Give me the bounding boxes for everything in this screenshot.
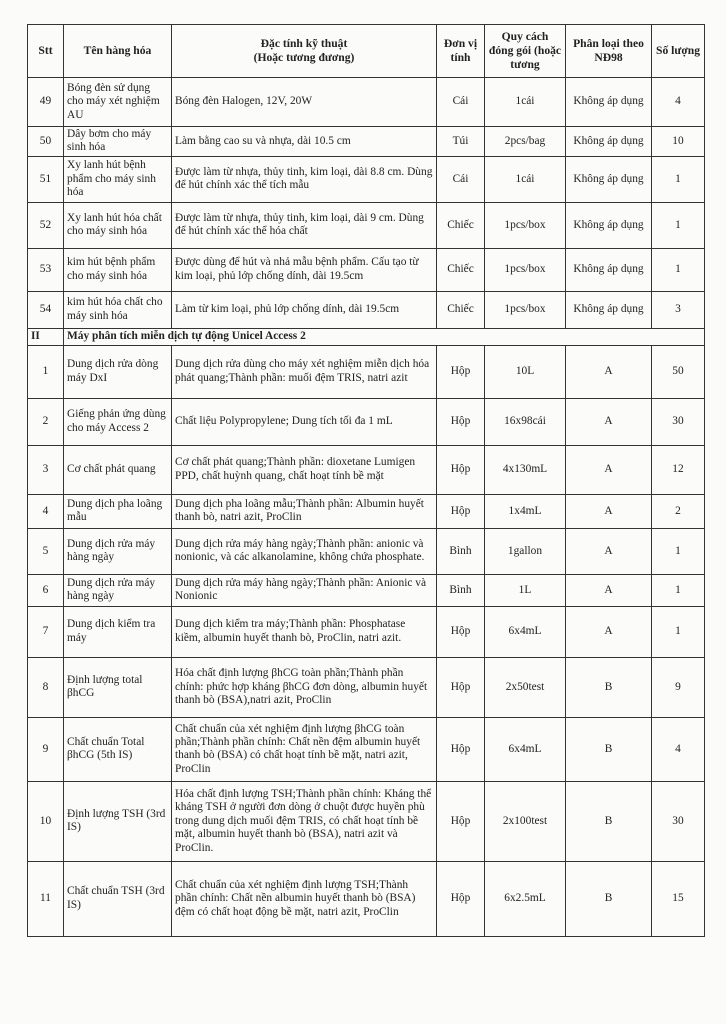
cell-class: Không áp dụng [566,156,652,202]
cell-unit: Cái [437,78,485,127]
table-row [28,398,705,445]
cell-class: Không áp dụng [566,127,652,157]
cell-pack: 1cái [485,156,566,202]
cell-spec: Dung dịch pha loãng mẫu;Thành phần: Albumin huyết thanh bò, natri azit, ProClin [172,494,437,528]
table-row [28,781,705,861]
cell-name: Dung dịch rửa máy hàng ngày [64,528,172,574]
cell-qty: 1 [652,202,705,248]
cell-unit: Hộp [437,781,485,861]
cell-class: Không áp dụng [566,248,652,291]
cell-qty: 30 [652,398,705,445]
cell-spec: Dung dịch rửa dùng cho máy xét nghiệm miễn dịch hóa phát quang;Thành phần: muối đệm TRIS, natri azit [172,345,437,398]
table-body-a [28,78,705,329]
table-row [28,248,705,291]
cell-class: A [566,606,652,657]
cell-name: Giếng phản ứng dùng cho máy Access 2 [64,398,172,445]
cell-unit: Hộp [437,494,485,528]
cell-qty: 12 [652,445,705,494]
cell-class: Không áp dụng [566,202,652,248]
section-row [28,328,705,345]
cell-name: Xy lanh hút bệnh phẩm cho máy sinh hóa [64,156,172,202]
cell-unit: Hộp [437,606,485,657]
cell-class: A [566,494,652,528]
cell-name: kim hút bệnh phẩm cho máy sinh hóa [64,248,172,291]
cell-class: A [566,445,652,494]
cell-stt: 3 [28,445,64,494]
cell-name: Định lượng TSH (3rd IS) [64,781,172,861]
cell-class: B [566,861,652,936]
cell-unit: Hộp [437,717,485,781]
cell-spec: Chất liệu Polypropylene; Dung tích tối đa 1 mL [172,398,437,445]
cell-name: Dung dịch pha loãng mẫu [64,494,172,528]
cell-unit: Bình [437,528,485,574]
cell-name: Chất chuẩn Total βhCG (5th IS) [64,717,172,781]
cell-spec: Được làm từ nhựa, thủy tinh, kim loại, dài 8.8 cm. Dùng để hút chính xác thể tích mẫu [172,156,437,202]
cell-stt: 52 [28,202,64,248]
cell-unit: Hộp [437,398,485,445]
cell-name: Định lượng total βhCG [64,657,172,717]
header-class: Phân loại theo NĐ98 [566,25,652,78]
header-name: Tên hàng hóa [64,25,172,78]
cell-qty: 15 [652,861,705,936]
table-row [28,606,705,657]
cell-class: Không áp dụng [566,78,652,127]
cell-stt: 9 [28,717,64,781]
cell-pack: 1gallon [485,528,566,574]
cell-stt: 4 [28,494,64,528]
table-row [28,494,705,528]
cell-unit: Bình [437,574,485,606]
cell-spec: Dung dịch rửa máy hàng ngày;Thành phần: Anionic và Nonionic [172,574,437,606]
cell-qty: 1 [652,156,705,202]
cell-qty: 1 [652,248,705,291]
cell-spec: Làm bằng cao su và nhựa, dài 10.5 cm [172,127,437,157]
cell-class: B [566,657,652,717]
cell-pack: 1pcs/box [485,202,566,248]
cell-name: Cơ chất phát quang [64,445,172,494]
cell-stt: 6 [28,574,64,606]
cell-class: Không áp dụng [566,291,652,328]
cell-class: B [566,781,652,861]
cell-spec: Chất chuẩn của xét nghiệm định lượng TSH;Thành phần chính: Chất nền albumin huyết thanh bò (BSA) đệm có chất hoạt động bề mặt, natri azit, ProClin [172,861,437,936]
cell-qty: 4 [652,717,705,781]
cell-spec: Làm từ kim loại, phủ lớp chống dính, dài 19.5cm [172,291,437,328]
cell-class: A [566,398,652,445]
cell-stt: 53 [28,248,64,291]
cell-unit: Hộp [437,657,485,717]
cell-spec: Bóng đèn Halogen, 12V, 20W [172,78,437,127]
table-row [28,861,705,936]
cell-unit: Chiếc [437,202,485,248]
cell-stt: 8 [28,657,64,717]
cell-qty: 2 [652,494,705,528]
table-section [28,328,705,345]
goods-table [27,24,705,937]
cell-name: Dung dịch kiểm tra máy [64,606,172,657]
header-unit: Đơn vị tính [437,25,485,78]
cell-spec: Hóa chất định lượng βhCG toàn phần;Thành phần chính: phức hợp kháng βhCG đơn dòng, albumin huyết thanh bò (BSA),natri azit, ProClin [172,657,437,717]
cell-qty: 9 [652,657,705,717]
table-row [28,127,705,157]
cell-unit: Hộp [437,861,485,936]
table-row [28,445,705,494]
cell-name: Bóng đèn sử dụng cho máy xét nghiệm AU [64,78,172,127]
cell-qty: 30 [652,781,705,861]
cell-qty: 1 [652,606,705,657]
cell-qty: 50 [652,345,705,398]
cell-unit: Chiếc [437,248,485,291]
cell-name: Dung dịch rửa dòng máy DxI [64,345,172,398]
header-pack: Quy cách đóng gói (hoặc tương [485,25,566,78]
cell-stt: 11 [28,861,64,936]
cell-unit: Túi [437,127,485,157]
table-row [28,291,705,328]
table-body-b [28,345,705,936]
table-row [28,717,705,781]
cell-pack: 1pcs/box [485,248,566,291]
table-row [28,345,705,398]
section-title: Máy phân tích miễn dịch tự động Unicel Access 2 [64,328,705,345]
header-spec: Đặc tính kỹ thuật (Hoặc tương đương) [172,25,437,78]
table-row [28,156,705,202]
cell-stt: 1 [28,345,64,398]
table-row [28,528,705,574]
cell-pack: 4x130mL [485,445,566,494]
cell-pack: 1x4mL [485,494,566,528]
cell-stt: 49 [28,78,64,127]
table-row [28,574,705,606]
section-number: II [28,328,64,345]
cell-spec: Dung dịch rửa máy hàng ngày;Thành phần: anionic và nonionic, và các alkanolamine, không chứa phosphate. [172,528,437,574]
cell-unit: Cái [437,156,485,202]
cell-pack: 10L [485,345,566,398]
cell-name: Xy lanh hút hóa chất cho máy sinh hóa [64,202,172,248]
cell-pack: 6x4mL [485,717,566,781]
cell-unit: Chiếc [437,291,485,328]
cell-qty: 3 [652,291,705,328]
cell-spec: Hóa chất định lượng TSH;Thành phần chính: Kháng thể kháng TSH ở người đơn dòng ở chuột được huyền phù trong dung dịch muối đệm TRIS, có chất hoạt tính bề mặt, albumin huyết thanh bò (BSA), natri azit và ProClin. [172,781,437,861]
cell-spec: Chất chuẩn của xét nghiệm định lượng βhCG toàn phần;Thành phần chính: Chất nền đệm albumin huyết thanh bò (BSA) có chất hoạt tính bề mặt, natri azit, ProClin [172,717,437,781]
cell-stt: 10 [28,781,64,861]
cell-stt: 7 [28,606,64,657]
cell-pack: 1pcs/box [485,291,566,328]
cell-name: kim hút hóa chất cho máy sinh hóa [64,291,172,328]
header-row [28,25,705,78]
header-qty: Số lượng [652,25,705,78]
cell-qty: 1 [652,528,705,574]
cell-class: A [566,345,652,398]
table-row [28,78,705,127]
cell-spec: Dung dịch kiểm tra máy;Thành phần: Phosphatase kiềm, albumin huyết thanh bò, ProClin, natri azit. [172,606,437,657]
cell-pack: 2x100test [485,781,566,861]
cell-pack: 2x50test [485,657,566,717]
cell-spec: Cơ chất phát quang;Thành phần: dioxetane Lumigen PPD, chất huỳnh quang, chất hoạt tính bề mặt [172,445,437,494]
cell-qty: 4 [652,78,705,127]
cell-spec: Được dùng để hút và nhả mẫu bệnh phẩm. Cấu tạo từ kim loại, phủ lớp chống dính, dài 19.5cm [172,248,437,291]
cell-stt: 51 [28,156,64,202]
cell-pack: 6x2.5mL [485,861,566,936]
cell-class: B [566,717,652,781]
cell-pack: 16x98cái [485,398,566,445]
cell-name: Dây bơm cho máy sinh hóa [64,127,172,157]
cell-pack: 2pcs/bag [485,127,566,157]
table-row [28,657,705,717]
header-stt: Stt [28,25,64,78]
cell-class: A [566,528,652,574]
table-row [28,202,705,248]
cell-pack: 1cái [485,78,566,127]
cell-pack: 6x4mL [485,606,566,657]
cell-name: Dung dịch rửa máy hàng ngày [64,574,172,606]
cell-stt: 2 [28,398,64,445]
cell-class: A [566,574,652,606]
cell-qty: 10 [652,127,705,157]
cell-unit: Hộp [437,345,485,398]
cell-stt: 50 [28,127,64,157]
cell-name: Chất chuẩn TSH (3rd IS) [64,861,172,936]
cell-stt: 54 [28,291,64,328]
cell-unit: Hộp [437,445,485,494]
cell-stt: 5 [28,528,64,574]
cell-pack: 1L [485,574,566,606]
cell-qty: 1 [652,574,705,606]
cell-spec: Được làm từ nhựa, thủy tinh, kim loại, dài 9 cm. Dùng để hút chính xác thể hóa chất [172,202,437,248]
